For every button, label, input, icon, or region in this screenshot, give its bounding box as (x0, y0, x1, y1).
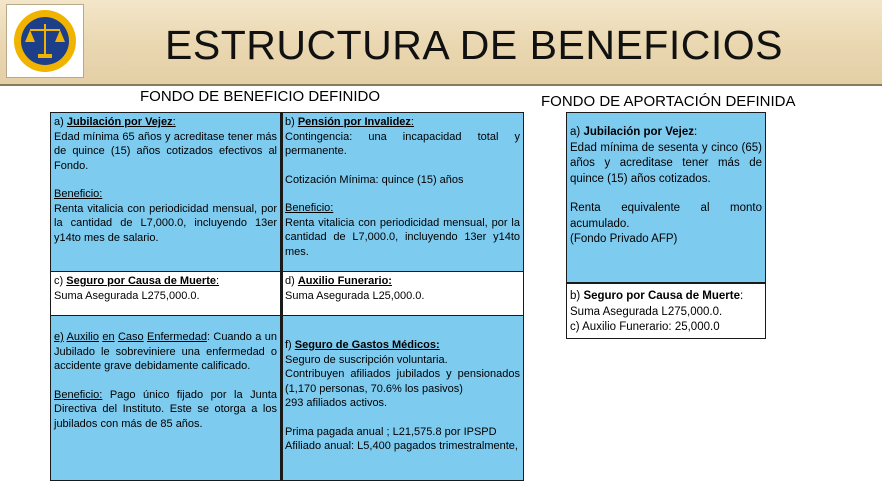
box-text: Cotización Mínima: quince (15) años (285, 173, 464, 186)
box-text: Suma Asegurada L275,000.0. (54, 289, 200, 302)
box-text: Seguro de suscripción voluntaria. (285, 353, 448, 366)
box-text: Afiliado anual: L5,400 pagados trimestralmente, (285, 440, 518, 452)
logo-seal-icon (10, 8, 80, 74)
left-section-title: FONDO DE BENEFICIO DEFINIDO (140, 88, 381, 105)
box-heading: b) Seguro por Causa de Muerte: (570, 290, 744, 302)
beneficio-label: Beneficio: (54, 188, 103, 200)
box-text: Suma Asegurada L25,000.0. (285, 289, 425, 302)
box-heading: b) Pensión por Invalidez: (285, 116, 414, 128)
box-afp-jubilacion-vejez (566, 112, 766, 283)
box-text: 293 afiliados activos. (285, 397, 388, 409)
box-text: Renta equivalente al monto acumulado. (570, 202, 762, 230)
box-heading: d) Auxilio Funerario: (285, 275, 392, 287)
box-text: (Fondo Privado AFP) (570, 233, 678, 245)
box-text: Suma Asegurada L275,000.0. (570, 305, 723, 318)
box-afp-seguro-muerte (566, 283, 766, 339)
box-heading: a) Jubilación por Vejez: (570, 126, 698, 138)
box-heading: a) Jubilación por Vejez: (54, 116, 176, 128)
box-auxilio-enfermedad (50, 315, 281, 481)
box-text: Edad mínima 65 años y acreditase tener más de quince (15) años cotizados efectivos al Fondo. (54, 130, 277, 172)
box-heading: c) Seguro por Causa de Muerte: (54, 275, 220, 287)
box-text: c) Auxilio Funerario: 25,000.0 (570, 321, 720, 333)
beneficio-text: Renta vitalicia con periodicidad mensual, por la cantidad de L7,000.0, incluyendo 13er y14to mes. (285, 216, 520, 258)
column-divider (280, 112, 283, 481)
header-banner (0, 0, 882, 86)
box-seguro-muerte (50, 271, 281, 316)
box-text: e) Auxilio en Caso Enfermedad: Cuando a un Jubilado le sobreviniere una enfermedad o accidente grave debidamente calificado. (54, 331, 277, 372)
box-text: Contingencia: una incapacidad total y permanente. (285, 130, 520, 157)
page-title: ESTRUCTURA DE BENEFICIOS (165, 22, 783, 68)
box-text: Edad mínima de sesenta y cinco (65) años y acreditase tener más de quince (15) años cotizados. (570, 141, 762, 185)
beneficio-label: Beneficio: (285, 202, 334, 214)
box-auxilio-funerario (281, 271, 524, 316)
beneficio-text: Renta vitalicia con periodicidad mensual, por la cantidad de L7,000.0, incluyendo 13er y14to mes de salario. (54, 202, 277, 244)
beneficio-text: Beneficio: Pago único fijado por la Junta Directiva del Instituto. Este se otorga a los jubilados con más de 85 años. (54, 388, 277, 430)
box-jubilacion-vejez (50, 112, 281, 272)
box-text: Prima pagada anual ; L21,575.8 por IPSPD (285, 425, 497, 438)
box-gastos-medicos (281, 315, 524, 481)
box-heading: f) Seguro de Gastos Médicos: (285, 339, 440, 351)
box-text: Contribuyen afiliados jubilados y pensionados (1,170 personas, 70.6% los pasivos) (285, 368, 520, 395)
box-pension-invalidez (281, 112, 524, 272)
right-section-title: FONDO DE APORTACIÓN DEFINIDA (541, 93, 796, 110)
institute-logo (6, 4, 84, 78)
